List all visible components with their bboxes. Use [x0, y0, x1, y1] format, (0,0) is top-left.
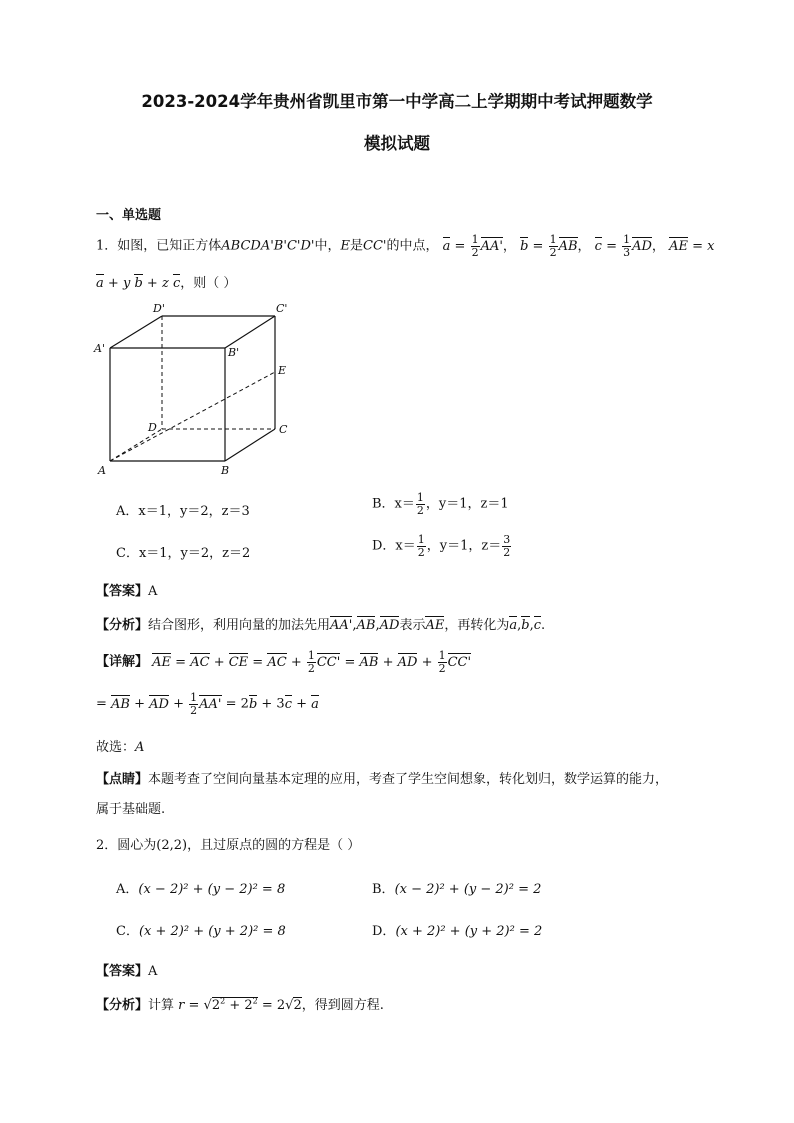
q1-stem [96, 234, 714, 258]
q1-answer-tag: 【答案】 [96, 584, 149, 599]
q1-comment-line1: 本题考查了空间向量基本定理的应用，考查了学生空间想象，转化划归，数学运算的能力， [148, 772, 669, 787]
q2-option-a-label: A． [116, 882, 139, 897]
q2-option-c-formula: (x + 2)² + (y + 2)² = 8 [138, 924, 286, 939]
q1-option-d-prefix: D．x＝ [372, 538, 416, 554]
q1-analysis [96, 614, 545, 633]
label-e: E [278, 364, 287, 377]
q1-analysis-end: . [541, 618, 546, 633]
q2-stem-text-2: ，且过原点的圆的方程是（ ） [187, 838, 361, 853]
label-d: D [148, 421, 157, 434]
q1-option-c[interactable]: C．x＝1，y＝2，z＝2 [116, 546, 251, 561]
q2-option-d[interactable] [372, 920, 542, 939]
q1-detail [96, 650, 471, 674]
q1-analysis-text-3: ，再转化为 [444, 618, 510, 633]
q1-option-b-suffix: ，y＝1，z＝1 [425, 496, 509, 512]
q1-analysis-basis: a,b,c [509, 618, 542, 633]
q1-comment-tag: 【点睛】 [96, 772, 149, 787]
section-heading: 一、单选题 [96, 208, 162, 223]
label-c1: C' [276, 302, 288, 315]
q2-option-b[interactable] [372, 878, 541, 897]
q1-stem-text-2: 中， [314, 238, 341, 254]
label-c: C [279, 423, 288, 436]
edge-bc [225, 429, 275, 461]
q2-analysis [96, 994, 384, 1013]
q2-analysis-tag: 【分析】 [96, 998, 149, 1013]
q1-conclusion [96, 736, 144, 755]
q1-option-a[interactable]: A．x＝1，y＝2，z＝3 [116, 504, 250, 519]
q1-analysis-ae: AE [425, 618, 445, 633]
q1-number: 1． [96, 238, 118, 254]
q2-option-b-label: B． [372, 882, 395, 897]
q2-option-a[interactable] [116, 878, 285, 897]
q1-answer [96, 580, 157, 599]
q1-analysis-tag: 【分析】 [96, 618, 149, 633]
edge-b1c1 [225, 316, 275, 348]
q1-analysis-text: 结合图形，利用向量的加法先用 [148, 618, 331, 633]
label-d1: D' [153, 302, 165, 315]
segment-ae [110, 372, 275, 461]
q1-comment-line2: 属于基础题. [96, 802, 166, 817]
q2-radius-formula: $r = √2^2 + 2^2 = 2√2$ [178, 996, 302, 1013]
q2-analysis-text-2: ，得到圆方程. [301, 998, 384, 1013]
q1-option-d[interactable]: D．x＝ $\frac{1}{2}$ ，y＝1，z＝ $\frac{3}{2}$ [372, 533, 511, 559]
q1-stem-line2 [96, 272, 236, 291]
q1-conclusion-text: 故选： [96, 740, 136, 755]
q1-stem-text-3: 是 [349, 238, 363, 254]
q2-number: 2． [96, 838, 118, 853]
q1-option-d-mid: ，y＝1，z＝ [426, 538, 502, 554]
q1-comment [96, 768, 668, 787]
q1-point-e: E [340, 238, 350, 254]
q1-segment-cc: CC' [363, 238, 387, 254]
q2-answer [96, 960, 157, 979]
q2-option-d-label: D． [372, 924, 396, 939]
page-title-line2: 模拟试题 [364, 134, 430, 153]
q1-option-b[interactable]: B．x＝ $\frac{1}{2}$ ，y＝1，z＝1 [372, 491, 509, 517]
q1-detail-equation-1: AE = AC + CE = AC + $\frac{1}{2}$ CC' = AB + AD + $\frac{1}{2}$ CC' [152, 649, 472, 675]
q1-answer-value: A [148, 584, 158, 599]
q2-center: (2,2) [156, 838, 188, 853]
q1-analysis-text-2: 表示 [399, 618, 426, 633]
q1-stem-end: ，则（ ） [180, 276, 237, 291]
q1-cube-name: ABCDA'B'C'D' [221, 238, 315, 254]
q2-analysis-text: 计算 [148, 998, 175, 1013]
label-b: B [221, 464, 230, 477]
label-a: A [98, 464, 106, 477]
q2-stem-text: 圆心为 [117, 838, 157, 853]
q2-answer-value: A [148, 964, 158, 979]
q2-option-c-label: C． [116, 924, 139, 939]
q1-stem-text: 如图，已知正方体 [117, 238, 222, 254]
q2-option-b-formula: (x − 2)² + (y − 2)² = 2 [394, 882, 542, 897]
page-title: 2023-2024学年贵州省凯里市第一中学高二上学期期中考试押题数学 [141, 92, 653, 111]
q2-answer-tag: 【答案】 [96, 964, 149, 979]
q1-conclusion-letter: A [135, 740, 145, 755]
q1-vector-definitions: a = $\frac{1}{2}$ AA'， b = $\frac{1}{2}$ AB， c = $\frac{1}{3}$ AD， AE = x [442, 233, 715, 259]
edge-a1d1 [110, 316, 162, 348]
q1-analysis-vectors: AA',AB,AD [330, 618, 400, 633]
label-b1: B' [228, 346, 240, 359]
q2-option-d-formula: (x + 2)² + (y + 2)² = 2 [395, 924, 543, 939]
label-a1: A' [94, 342, 105, 355]
q2-stem [96, 834, 360, 853]
q1-stem-text-4: 的中点， [386, 238, 439, 254]
q1-detail-line2: = AB + AD + $\frac{1}{2}$ AA' = 2b + 3c + a [96, 691, 319, 717]
q1-detail-tag: 【详解】 [96, 654, 149, 670]
q1-combination: a + y b + z c [96, 276, 181, 291]
cube-figure [90, 296, 300, 481]
q2-option-c[interactable] [116, 920, 286, 939]
q1-option-b-prefix: B．x＝ [372, 496, 415, 512]
q2-option-a-formula: (x − 2)² + (y − 2)² = 8 [138, 882, 286, 897]
